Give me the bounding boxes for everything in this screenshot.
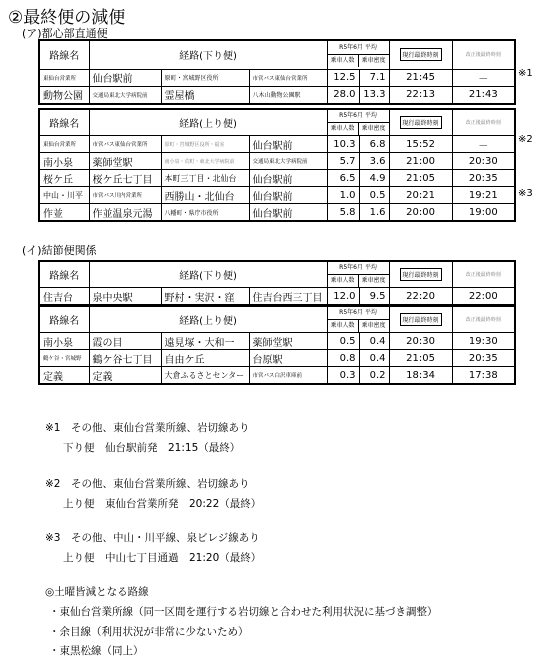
table-cell: 西勝山・北仙台 bbox=[161, 187, 249, 204]
hdr-route: 経路(下り便) bbox=[89, 40, 327, 69]
table-row bbox=[39, 350, 515, 367]
table-cell: 21:05 bbox=[389, 350, 452, 367]
table-cell: 1.0 bbox=[327, 187, 359, 204]
table-cell: － bbox=[452, 69, 515, 86]
table-cell: 22:00 bbox=[452, 288, 515, 306]
note-mark-1: ※1 bbox=[518, 68, 533, 79]
table-cell: 桜ケ丘七丁目 bbox=[89, 170, 161, 187]
table-cell: 仙台駅前 bbox=[249, 187, 327, 204]
table-cell: 28.0 bbox=[327, 86, 359, 104]
table-cell: 乗車人数 bbox=[328, 320, 359, 332]
table-b-down bbox=[38, 260, 516, 306]
hdr-riders: 乗車人数 bbox=[328, 55, 359, 67]
table-cell: 作並 bbox=[39, 204, 89, 222]
table-cell: 南小泉 bbox=[39, 333, 89, 350]
hdr-revised: 改正後最終時刻 bbox=[452, 40, 515, 69]
table-cell: 動物公園 bbox=[39, 86, 89, 104]
table-cell: 市営バス東仙台営業所 bbox=[89, 136, 161, 153]
table-cell: 乗車人数 bbox=[328, 123, 359, 135]
table-cell: 1.6 bbox=[359, 204, 389, 222]
table-cell: 6.5 bbox=[327, 170, 359, 187]
section-a-heading: (ア)都心部直通便 bbox=[22, 27, 108, 40]
table-cell: 0.3 bbox=[327, 367, 359, 385]
table-cell: 東仙台営業所 bbox=[39, 69, 89, 86]
table-cell: 0.4 bbox=[359, 333, 389, 350]
table-cell: 0.8 bbox=[327, 350, 359, 367]
table-cell: 定義 bbox=[89, 367, 161, 385]
table-cell: 東仙台営業所 bbox=[39, 136, 89, 153]
table-cell: 霊屋橋 bbox=[161, 86, 249, 104]
note-3-text: ※3 その他、中山・川平線、泉ビレジ線あり bbox=[45, 532, 260, 544]
table-cell: 現行最終時刻 bbox=[400, 268, 442, 281]
table-cell: 交通局東北大学病院前 bbox=[249, 153, 327, 170]
table-cell: 本町三丁目・北仙台 bbox=[161, 170, 249, 187]
table-cell: 自由ケ丘 bbox=[161, 350, 249, 367]
table-cell: 5.8 bbox=[327, 204, 359, 222]
table-cell: 12.0 bbox=[327, 288, 359, 306]
table-row bbox=[39, 187, 515, 204]
note-mark-3: ※3 bbox=[518, 188, 533, 199]
table-cell: 八木山動物公園駅 bbox=[249, 86, 327, 104]
note-2-detail: 上り便 東仙台営業所発 20:22（最終） bbox=[63, 498, 262, 510]
table-cell: 南小泉・荒町・東北大学病院前 bbox=[161, 153, 249, 170]
table-cell: 仙台駅前 bbox=[249, 136, 327, 153]
table-cell: 22:20 bbox=[389, 288, 452, 306]
table-cell: 3.6 bbox=[359, 153, 389, 170]
table-cell: 市営バス東仙台営業所 bbox=[249, 69, 327, 86]
table-cell: 10.3 bbox=[327, 136, 359, 153]
table-cell: 19:00 bbox=[452, 204, 515, 222]
table-cell: 鶴ケ谷七丁目 bbox=[89, 350, 161, 367]
table-cell: 17:38 bbox=[452, 367, 515, 385]
table-cell: 路線名 bbox=[39, 261, 89, 288]
note-3-detail: 上り便 中山七丁目通過 21:20（最終） bbox=[63, 552, 262, 564]
table-cell: 原町・宮城野区役所・福室 bbox=[161, 136, 249, 153]
table-row bbox=[39, 153, 515, 170]
table-cell: R5年6月 平均 bbox=[339, 309, 377, 316]
table-cell: 遠見塚・大和一 bbox=[161, 333, 249, 350]
section-b-heading: (イ)結節便関係 bbox=[22, 244, 97, 257]
table-cell: 9.5 bbox=[359, 288, 389, 306]
table-cell: 6.8 bbox=[359, 136, 389, 153]
hdr-current: 現行最終時刻 bbox=[400, 48, 442, 61]
table-cell: 市営バス白沢車庫前 bbox=[249, 367, 327, 385]
table-cell: 作並温泉元湯 bbox=[89, 204, 161, 222]
table-cell: 改正後最終時刻 bbox=[452, 261, 515, 288]
table-cell: 乗車密度 bbox=[361, 277, 386, 284]
table-cell: 住吉台 bbox=[39, 288, 89, 306]
saturday-heading: ◎土曜皆減となる路線 bbox=[45, 586, 149, 598]
table-cell: 22:13 bbox=[389, 86, 452, 104]
table-cell: 八幡町・県庁市役所 bbox=[161, 204, 249, 222]
table-cell: 薬師堂駅 bbox=[249, 333, 327, 350]
table-row bbox=[39, 170, 515, 187]
table-row bbox=[39, 288, 515, 306]
table-cell: 20:35 bbox=[452, 350, 515, 367]
table-cell: 現行最終時刻 bbox=[400, 116, 442, 129]
table-cell: 20:30 bbox=[452, 153, 515, 170]
table-cell: 19:21 bbox=[452, 187, 515, 204]
table-b-up bbox=[38, 305, 516, 385]
table-row bbox=[39, 367, 515, 385]
note-mark-2: ※2 bbox=[518, 134, 533, 145]
table-cell: 経路(下り便) bbox=[89, 261, 327, 288]
table-cell: 15:52 bbox=[389, 136, 452, 153]
table-cell: 20:21 bbox=[389, 187, 452, 204]
table-row bbox=[39, 69, 515, 86]
table-cell: 20:30 bbox=[389, 333, 452, 350]
saturday-item: ・余目線（利用状況が非常に少ないため） bbox=[49, 626, 249, 638]
table-cell: 仙台駅前 bbox=[249, 204, 327, 222]
note-1-text: ※1 その他、東仙台営業所線、岩切線あり bbox=[45, 422, 250, 434]
note-2-text: ※2 その他、東仙台営業所線、岩切線あり bbox=[45, 478, 250, 490]
table-cell: 中山・川平 bbox=[39, 187, 89, 204]
table-row bbox=[39, 333, 515, 350]
hdr-route-name: 路線名 bbox=[39, 40, 89, 69]
table-cell: 5.7 bbox=[327, 153, 359, 170]
table-cell: 19:30 bbox=[452, 333, 515, 350]
table-cell: 交通局東北大学病院前 bbox=[89, 86, 161, 104]
hdr-r5: R5年6月 平均 bbox=[339, 44, 377, 52]
table-cell: 台原駅 bbox=[249, 350, 327, 367]
table-cell: 乗車密度 bbox=[361, 322, 386, 329]
table-cell: 21:05 bbox=[389, 170, 452, 187]
table-cell: 薬師堂駅 bbox=[89, 153, 161, 170]
table-cell: 路線名 bbox=[39, 306, 89, 333]
table-a-down bbox=[38, 39, 516, 105]
table-cell: 0.5 bbox=[359, 187, 389, 204]
saturday-item: ・東黒松線（同上） bbox=[49, 645, 144, 657]
table-row bbox=[39, 136, 515, 153]
table-cell: R5年6月 平均 bbox=[339, 112, 377, 119]
table-cell: 18:34 bbox=[389, 367, 452, 385]
note-1-detail: 下り便 仙台駅前発 21:15（最終） bbox=[63, 442, 241, 454]
table-cell: 4.9 bbox=[359, 170, 389, 187]
table-cell: 20:35 bbox=[452, 170, 515, 187]
table-cell: 南小泉 bbox=[39, 153, 89, 170]
table-cell: 経路(上り便) bbox=[89, 306, 327, 333]
table-cell: 定義 bbox=[39, 367, 89, 385]
table-cell: － bbox=[452, 136, 515, 153]
table-a-up bbox=[38, 108, 516, 222]
table-cell: R5年6月 平均 bbox=[339, 264, 377, 271]
page-title: ②最終便の減便 bbox=[8, 8, 126, 28]
table-cell: 市営バス川内営業所 bbox=[89, 187, 161, 204]
table-cell: 21:43 bbox=[452, 86, 515, 104]
table-cell: 経路(上り便) bbox=[89, 109, 327, 136]
table-cell: 乗車人数 bbox=[328, 275, 359, 287]
table-cell: 改正後最終時刻 bbox=[452, 306, 515, 333]
table-cell: 原町・宮城野区役所 bbox=[161, 69, 249, 86]
table-cell: 0.2 bbox=[359, 367, 389, 385]
table-cell: 住吉台西三丁目 bbox=[249, 288, 327, 306]
saturday-item: ・東仙台営業所線（同一区間を運行する岩切線と合わせた利用状況に基づき調整） bbox=[49, 606, 438, 618]
table-cell: 乗車密度 bbox=[361, 125, 386, 132]
table-cell: 7.1 bbox=[359, 69, 389, 86]
table-row bbox=[39, 86, 515, 104]
table-cell: 0.5 bbox=[327, 333, 359, 350]
table-cell: 0.4 bbox=[359, 350, 389, 367]
table-cell: 仙台駅前 bbox=[89, 69, 161, 86]
table-cell: 改正後最終時刻 bbox=[452, 109, 515, 136]
table-cell: 鶴ケ谷・宮城野 bbox=[39, 350, 89, 367]
table-cell: 20:00 bbox=[389, 204, 452, 222]
table-row bbox=[39, 204, 515, 222]
table-cell: 現行最終時刻 bbox=[400, 313, 442, 326]
table-cell: 路線名 bbox=[39, 109, 89, 136]
table-cell: 野村・実沢・窪 bbox=[161, 288, 249, 306]
table-cell: 21:45 bbox=[389, 69, 452, 86]
table-cell: 霞の目 bbox=[89, 333, 161, 350]
table-cell: 大倉ふるさとセンター bbox=[161, 367, 249, 385]
table-cell: 13.3 bbox=[359, 86, 389, 104]
hdr-load: 乗車密度 bbox=[361, 57, 386, 65]
table-cell: 泉中央駅 bbox=[89, 288, 161, 306]
table-cell: 仙台駅前 bbox=[249, 170, 327, 187]
table-cell: 21:00 bbox=[389, 153, 452, 170]
table-cell: 12.5 bbox=[327, 69, 359, 86]
table-cell: 桜ケ丘 bbox=[39, 170, 89, 187]
